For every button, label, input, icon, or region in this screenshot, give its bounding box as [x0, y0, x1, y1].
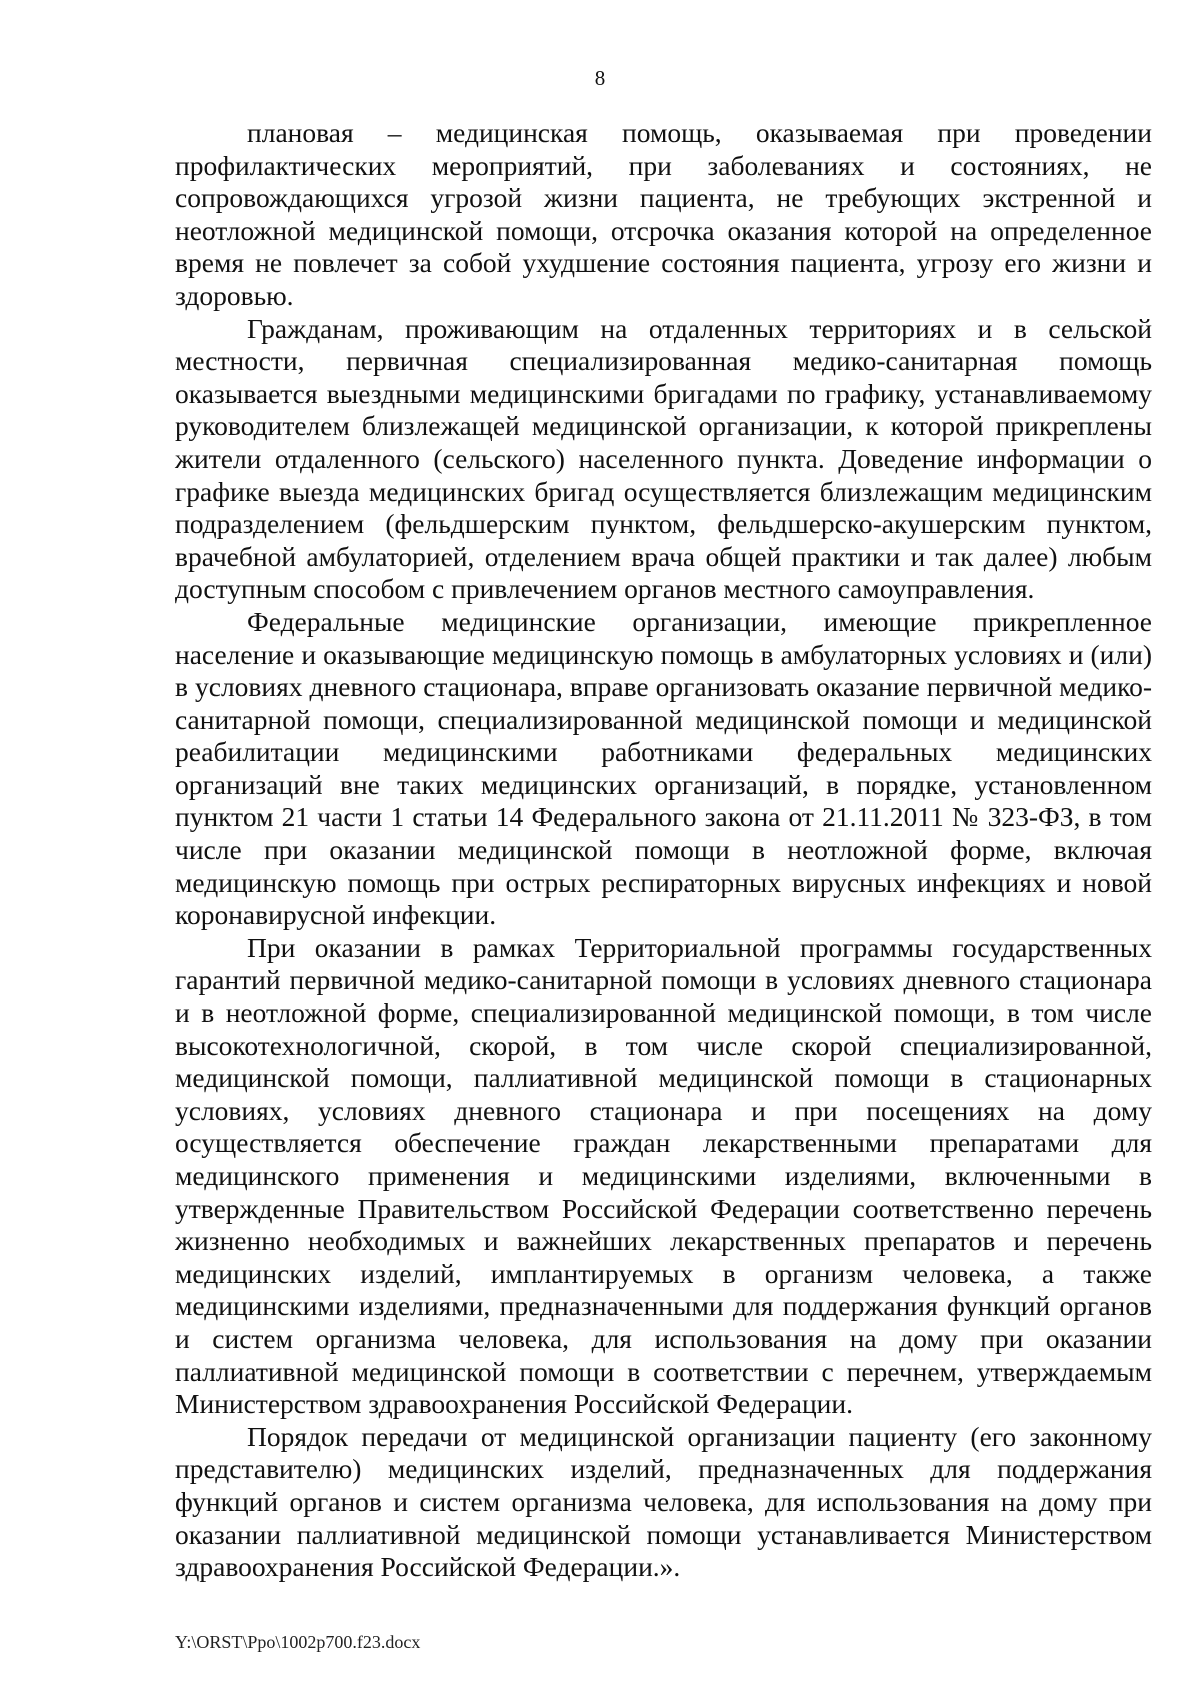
- page-number: 8: [594, 66, 606, 90]
- footer-file-path: Y:\ORST\Ppo\1002p700.f23.docx: [175, 1632, 421, 1652]
- paragraph-device-transfer-procedure: Порядок передачи от медицинской организации пациенту (его законному представителю) медицинских изделий, предназначенных для поддержания функций органов и систем организма человека, для использования на дому при оказании паллиативной медицинской помощи устанавливается Министерством здравоохранения Российской Федерации.».: [175, 1420, 1152, 1583]
- paragraph-remote-territories: Гражданам, проживающим на отдаленных территориях и в сельской местности, первичная специализированная медико-санитарная помощь оказывается выездными медицинскими бригадами по графику, устанавливаемому руководителем близлежащей медицинской организации, к которой прикреплены жители отдаленного (сельского) населенного пункта. Доведение информации о графике выезда медицинских бригад осуществляется близлежащим медицинским подразделением (фельдшерским пунктом, фельдшерско-акушерским пунктом, врачебной амбулаторией, отделением врача общей практики и так далее) любым доступным способом с привлечением органов местного самоуправления.: [175, 312, 1152, 605]
- paragraph-medication-provision: При оказании в рамках Территориальной программы государственных гарантий первичной медико-санитарной помощи в условиях дневного стационара и в неотложной форме, специализированной медицинской помощи, в том числе высокотехнологичной, скорой, в том числе скорой специализированной, медицинской помощи, паллиативной медицинской помощи в стационарных условиях, условиях дневного стационара и при посещениях на дому осуществляется обеспечение граждан лекарственными препаратами для медицинского применения и медицинскими изделиями, включенными в утвержденные Правительством Российской Федерации соответственно перечень жизненно необходимых и важнейших лекарственных препаратов и перечень медицинских изделий, имплантируемых в организм человека, а также медицинскими изделиями, предназначенными для поддержания функций органов и систем организма человека, для использования на дому при оказании паллиативной медицинской помощи в соответствии с перечнем, утверждаемым Министерством здравоохранения Российской Федерации.: [175, 931, 1152, 1420]
- paragraph-federal-organizations: Федеральные медицинские организации, имеющие прикрепленное население и оказывающие медицинскую помощь в амбулаторных условиях и (или) в условиях дневного стационара, вправе организовать оказание первичной медико-санитарной помощи, специализированной медицинской помощи и медицинской реабилитации медицинскими работниками федеральных медицинских организаций вне таких медицинских организаций, в порядке, установленном пунктом 21 части 1 статьи 14 Федерального закона от 21.11.2011 № 323-ФЗ, в том числе при оказании медицинской помощи в неотложной форме, включая медицинскую помощь при острых респираторных вирусных инфекциях и новой коронавирусной инфекции.: [175, 605, 1152, 931]
- paragraph-planned-care: плановая – медицинская помощь, оказываемая при проведении профилактических мероприятий, при заболеваниях и состояниях, не сопровождающихся угрозой жизни пациента, не требующих экстренной и неотложной медицинской помощи, отсрочка оказания которой на определенное время не повлечет за собой ухудшение состояния пациента, угрозу его жизни и здоровью.: [175, 117, 1152, 311]
- document-body: [175, 117, 1152, 1584]
